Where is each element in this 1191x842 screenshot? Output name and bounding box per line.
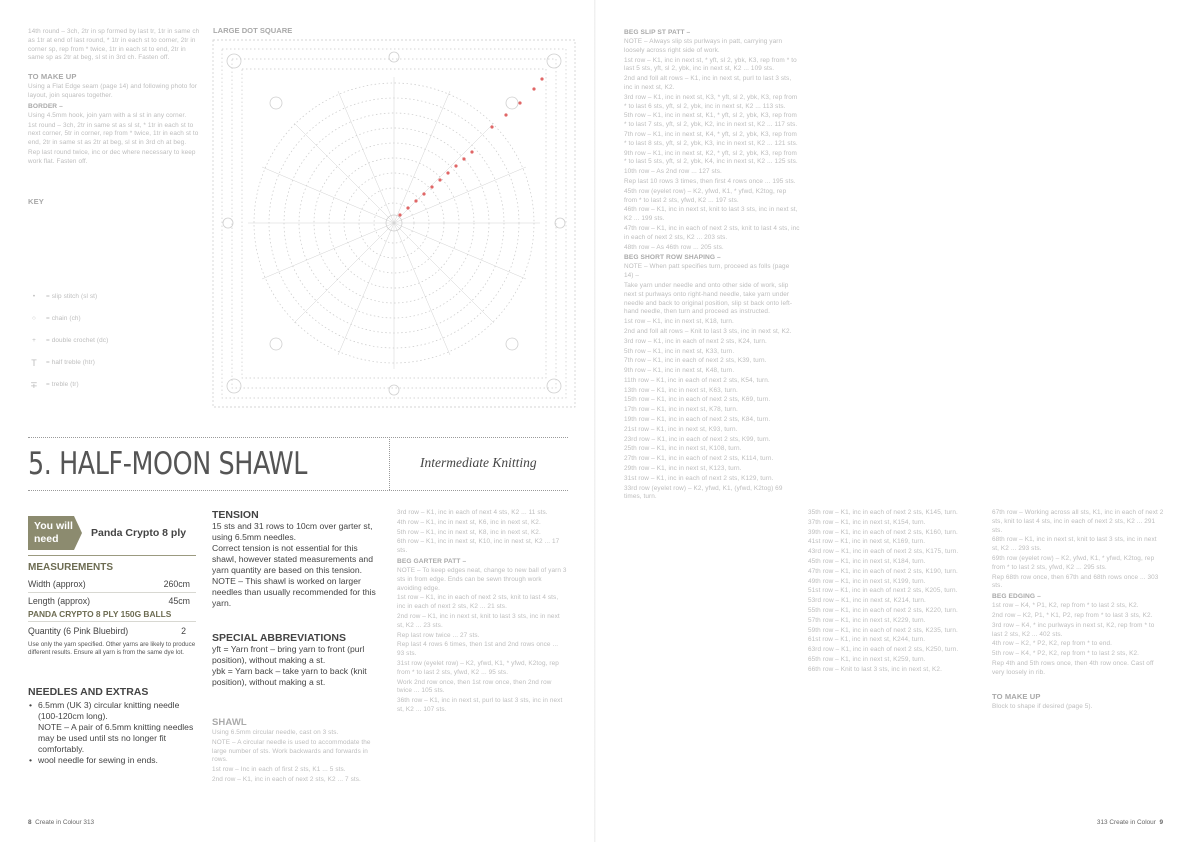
pattern-line: NOTE – To keep edges neat, change to new ball of yarn 3 sts in from edge. Ends can be sewn through work avoiding edge.	[397, 566, 567, 592]
pattern-line: 5th row – K1, inc in next st, K1, * yft, sl 2, ybk, K3, rep from * to last 7 sts, yft, sl 2, ybk, K2, inc in next st, K2 ... 117 sts.	[624, 112, 798, 129]
page-title: 5. HALF-MOON SHAWL	[28, 446, 308, 482]
short-row-heading: BEG SHORT ROW SHAPING –	[624, 254, 721, 262]
pattern-line: 5th row – K1, inc in next st, K8, inc in next st, K2.	[397, 528, 541, 536]
pattern-text-top-left	[28, 28, 200, 208]
shawl-instructions: SHAWL Using 6.5mm circular needle, cast on 3 sts. NOTE – A circular needle is used to accommodate the large number of sts. Work backwards and forwards in rows. 1st row – Inc in each of first 2 sts, K1 ... 5 sts. 2nd row – K1, inc in each of next 2 sts, K2 ... 7 sts.	[212, 718, 384, 786]
pattern-line: 2nd row – K2, P1, * K1, P2, rep from * to last 3 sts, K2.	[992, 611, 1153, 619]
footer-right	[1097, 819, 1163, 826]
pattern-line: 29th row – K1, inc in next st, K123, turn.	[624, 465, 742, 473]
needle-item: • wool needle for sewing in ends.	[28, 755, 200, 766]
pattern-line: 10th row – As 2nd row ... 127 sts.	[624, 168, 722, 176]
pattern-line: 13th row – K1, inc in next st, K63, turn.	[624, 386, 738, 394]
footer-publication: Create in Colour 313	[35, 819, 95, 826]
treble-symbol-icon: ∓	[30, 379, 38, 390]
pattern-line: 68th row – K1, inc in next st, knit to last 3 sts, inc in next st, K2 ... 293 sts.	[992, 536, 1157, 553]
measurements-heading: MEASUREMENTS	[28, 562, 114, 573]
pattern-line: 4th row – K2, * P2, K2, rep from * to end.	[992, 640, 1113, 648]
edging-heading: BEG EDGING –	[992, 593, 1041, 601]
pattern-line: 7th row – K1, inc in each of next 2 sts, K39, turn.	[624, 357, 767, 365]
pattern-line: NOTE – When patt specifies turn, proceed as folls (page 14) –	[624, 263, 790, 280]
skill-level: Intermediate Knitting	[420, 455, 537, 470]
make-up-heading: TO MAKE UP	[992, 691, 1041, 701]
garter-heading: BEG GARTER PATT –	[397, 557, 467, 565]
pattern-line: 15th row – K1, inc in each of next 2 sts, K69, turn.	[624, 396, 771, 404]
pattern-line: 51st row – K1, inc in each of next 2 sts, K205, turn.	[808, 587, 958, 595]
pattern-line: 59th row – K1, inc in each of next 2 sts, K235, turn.	[808, 626, 958, 634]
pattern-line: 9th row – K1, inc in next st, K2, * yft, sl 2, ybk, K3, rep from * to last 5 sts, yft, sl 2, ybk, K4, inc in next st, K2 ... 125 sts.	[624, 149, 798, 166]
crochet-chart-diagram	[210, 37, 578, 410]
right-page	[596, 0, 1191, 842]
pattern-line: 66th row – Knit to last 3 sts, inc in next st, K2.	[808, 665, 942, 673]
you-will-need-badge: You will need	[28, 516, 74, 550]
pattern-line: 39th row – K1, inc in each of next 2 sts, K160, turn.	[808, 528, 958, 536]
page-number: 8	[28, 819, 32, 826]
pattern-line: 3rd row – K4, * inc purlways in next st, K2, rep from * to last 2 sts, K2 ... 402 sts.	[992, 621, 1155, 638]
measurement-row-length: Length (approx) 45cm	[28, 596, 190, 606]
badge-arrow-icon	[74, 516, 82, 550]
border-heading: BORDER –	[28, 102, 63, 110]
pattern-line: 19th row – K1, inc in each of next 2 sts, K84, turn.	[624, 416, 771, 424]
page-number: 9	[1159, 819, 1163, 826]
shawl-heading: SHAWL	[212, 717, 247, 728]
pattern-line: 65th row – K1, inc in next st, K259, turn.	[808, 655, 926, 663]
pattern-line: 25th row – K1, inc in next st, K108, turn.	[624, 445, 742, 453]
pattern-line: 11th row – K1, inc in each of next 2 sts, K54, turn.	[624, 376, 770, 384]
pattern-line: 6th row – K1, inc in next st, K10, inc in next st, K2 ... 17 sts.	[397, 538, 560, 555]
slip-stitch-heading: BEG SLIP ST PATT –	[624, 29, 691, 36]
pattern-line: Rep last row twice ... 27 sts.	[397, 631, 480, 639]
section-divider-bottom	[28, 490, 568, 491]
needles-heading: NEEDLES AND EXTRAS	[28, 686, 149, 698]
pattern-line: 47th row – K1, inc in each of next 2 sts, knit to last 4 sts, inc in each of next 2 sts, K2 ... 203 sts.	[624, 224, 800, 241]
pattern-line: 45th row (eyelet row) – K2, yfwd, K1, * yfwd, K2tog, rep from * to last 2 sts, yfwd, K2 ... 197 sts.	[624, 187, 787, 204]
pattern-line: 67th row – Working across all sts, K1, inc in each of next 2 sts, knit to last 4 sts, inc in each of next 2 sts, K2 ... 291 sts.	[992, 509, 1164, 534]
make-up-heading: TO MAKE UP	[28, 72, 77, 82]
pattern-line: Work 2nd row once, then 1st row once, then 2nd row twice ... 105 sts.	[397, 678, 552, 695]
yarn-note: Use only the yarn specified. Other yarns are likely to produce different results. Ensure all yarn is from the same dye lot.	[28, 641, 196, 657]
pattern-line: 17th row – K1, inc in next st, K78, turn.	[624, 406, 738, 414]
key-item: T = half treble (htr)	[28, 352, 178, 374]
pattern-line: 9th row – K1, inc in next st, K48, turn.	[624, 367, 735, 375]
needles-list	[28, 700, 200, 766]
pattern-line: 1st row – K1, inc in next st, * yft, sl 2, ybk, K3, rep from * to last 5 sts, yft, sl 2, ybk, inc in next st, K2 ... 109 sts.	[624, 56, 797, 73]
border-text-2: 1st round – 3ch, 2tr in same st as sl st, * 1tr in each st to next corner, 5tr in corner, rep from * twice, 1tr in each st to end, 2tr in same st as 2tr at beg, sl st in 3rd ch at beg.	[28, 121, 199, 147]
pattern-line: Rep 4th and 5th rows once, then 4th row once. Cast off very loosely in rib.	[992, 659, 1154, 676]
key-item: ∓ = treble (tr)	[28, 374, 178, 396]
pattern-line: 41st row – K1, inc in next st, K169, turn.	[808, 538, 926, 546]
slip-stitch-symbol-icon: •	[32, 292, 36, 300]
pattern-line: 23rd row – K1, inc in each of next 2 sts, K99, turn.	[624, 435, 771, 443]
pattern-line: 48th row – As 46th row ... 205 sts.	[624, 243, 724, 251]
pattern-line: 7th row – K1, inc in next st, K4, * yft, sl 2, ybk, K3, rep from * to last 8 sts, yft, sl 2, ybk, K3, inc in next st, K2 ... 121 sts.	[624, 130, 798, 147]
chain-symbol-icon: ○	[32, 314, 36, 322]
pattern-line: 5th row – K1, inc in next st, K33, turn.	[624, 347, 735, 355]
section-divider-top	[28, 437, 568, 438]
pattern-line: Take yarn under needle and onto other side of work, slip next st purlways onto right-hand needle, take yarn under needle and back to original position, slip st back onto left-hand needle, then turn and proceed as instructed.	[624, 281, 793, 316]
border-text-3: Rep last round twice, inc or dec where necessary to keep work flat. Fasten off.	[28, 148, 196, 165]
measurement-row-width: Width (approx) 260cm	[28, 579, 190, 589]
key-item: • = slip stitch (sl st)	[28, 286, 178, 308]
pattern-column-right-2	[808, 509, 984, 676]
pattern-line: 2nd and foll alt rows – K1, inc in next st, purl to last 3 sts, inc in next st, K2.	[624, 75, 792, 91]
pattern-line: 35th row – K1, inc in each of next 2 sts, K145, turn.	[808, 509, 958, 516]
pattern-line: 63rd row – K1, inc in each of next 2 sts, K250, turn.	[808, 646, 959, 654]
pattern-line: 31st row (eyelet row) – K2, yfwd, K1, * yfwd, K2tog, rep from * to last 2 sts, yfwd, K2 ... 95 sts.	[397, 659, 559, 676]
pattern-line: 27th row – K1, inc in each of next 2 sts, K114, turn.	[624, 455, 774, 463]
footer-publication: 313 Create in Colour	[1096, 819, 1156, 826]
tension-text: 15 sts and 31 rows to 10cm over garter st, using 6.5mm needles. Correct tension is not essential for this shawl, however stated measurements and yarn quantity are based on this tension. NOTE – This shawl is worked on larger needles than usually recommended for this yarn.	[212, 521, 376, 608]
pattern-line: 61st row – K1, inc in next st, K244, turn.	[808, 636, 926, 644]
pattern-line: 21st row – K1, inc in next st, K93, turn.	[624, 425, 738, 433]
row-divider	[28, 621, 196, 622]
pattern-column-3	[397, 509, 567, 716]
abbreviations-text: yft = Yarn front – bring yarn to front (purl position), without making a st. ybk = Yarn back – take yarn to back (knit position), without making a st.	[212, 644, 367, 687]
pattern-line: 31st row – K1, inc in each of next 2 sts, K129, turn.	[624, 474, 774, 482]
pattern-line: NOTE – Always slip sts purlways in patt, carrying yarn loosely across right side of work.	[624, 38, 783, 54]
pattern-line: Rep last 10 rows 3 times, then first 4 rows once ... 195 sts.	[624, 177, 796, 185]
yarn-rule	[28, 555, 196, 556]
pattern-line: 53rd row – K1, inc in next st, K214, turn.	[808, 597, 926, 605]
round-14-text: 14th round – 3ch, 2tr in sp formed by last tr, 1tr in same ch as 1tr at end of last round, * 1tr in each st to corner, 2tr in corner sp, rep from * twice, 1tr in each st to end, 2tr in same sp as 2tr at beg, sl st in 3rd ch. Fasten off.	[28, 28, 200, 62]
border-text-1: Using 4.5mm hook, join yarn with a sl st in any corner.	[28, 111, 187, 119]
quantity-row: Quantity (6 Pink Bluebird) 2	[28, 626, 186, 636]
yarn-balls-heading: PANDA CRYPTO 8 PLY 150G BALLS	[28, 609, 172, 619]
pattern-line: 43rd row – K1, inc in each of next 2 sts, K175, turn.	[808, 548, 959, 556]
tension-heading: TENSION	[212, 509, 259, 521]
pattern-line: 3rd row – K1, inc in next st, K3, * yft, sl 2, ybk, K3, rep from * to last 6 sts, yft, sl 2, ybk, inc in next st, K2 ... 113 sts.	[624, 93, 798, 110]
key-heading: KEY	[28, 196, 44, 206]
pattern-column-right-3	[992, 509, 1164, 712]
pattern-line: 1st row – K4, * P1, K2, rep from * to last 2 sts, K2.	[992, 602, 1139, 610]
yarn-name: Panda Crypto 8 ply	[91, 527, 187, 539]
pattern-line: 45th row – K1, inc in next st, K184, turn.	[808, 557, 926, 565]
pattern-line: 55th row – K1, inc in each of next 2 sts, K220, turn.	[808, 606, 958, 614]
pattern-line: Rep last 4 rows 6 times, then 1st and 2nd rows once ... 93 sts.	[397, 641, 559, 658]
pattern-line: 46th row – K1, inc in next st, knit to last 3 sts, inc in next st, K2 ... 199 sts.	[624, 206, 798, 223]
needle-item: • 6.5mm (UK 3) circular knitting needle (100-120cm long).	[28, 700, 200, 722]
pattern-line: 37th row – K1, inc in next st, K154, turn.	[808, 518, 926, 526]
footer-left	[28, 819, 94, 826]
pattern-line: 3rd row – K1, inc in each of next 4 sts, K2 ... 11 sts.	[397, 509, 548, 516]
half-treble-symbol-icon: T	[31, 357, 37, 368]
pattern-line: 36th row – K1, inc in next st, purl to last 3 sts, inc in next st, K2 ... 107 sts.	[397, 697, 563, 713]
pattern-line: Rep 68th row once, then 67th and 68th rows once ... 303 sts.	[992, 573, 1159, 590]
row-divider	[28, 592, 196, 593]
key-item: ○ = chain (ch)	[28, 308, 178, 330]
pattern-line: 49th row – K1, inc in next st, K199, turn.	[808, 577, 926, 585]
make-up-text: Block to shape if desired (page 5).	[992, 702, 1093, 710]
pattern-line: 4th row – K1, inc in next st, K6, inc in next st, K2.	[397, 518, 541, 526]
pattern-line: 47th row – K1, inc in each of next 2 sts, K190, turn.	[808, 567, 958, 575]
pattern-line: 1st row – K1, inc in each of next 2 sts, knit to last 4 sts, inc in each of next 2 sts, K2 ... 21 sts.	[397, 594, 559, 611]
chart-key	[28, 286, 178, 396]
pattern-line: 1st row – K1, inc in next st, K18, turn.	[624, 318, 734, 326]
pattern-line: 5th row – K4, * P2, K2, rep from * to last 2 sts, K2.	[992, 650, 1140, 658]
pattern-line: 33rd row (eyelet row) – K2, yfwd, K1, (yfwd, K2tog) 69 times, turn.	[624, 484, 783, 501]
pattern-column-right-1	[624, 28, 800, 503]
chart-title: LARGE DOT SQUARE	[213, 26, 293, 35]
pattern-line: 2nd and foll alt rows – Knit to last 3 sts, inc in next st, K2.	[624, 327, 792, 335]
needle-note: NOTE – A pair of 6.5mm knitting needles may be used until sts no longer fit comfortably.	[38, 722, 194, 754]
pattern-line: 3rd row – K1, inc in each of next 2 sts, K24, turn.	[624, 337, 767, 345]
title-divider	[389, 437, 390, 490]
pattern-line: 2nd row – K1, inc in next st, knit to last 3 sts, inc in next st, K2 ... 23 sts.	[397, 612, 560, 629]
double-crochet-symbol-icon: +	[32, 336, 36, 344]
key-item: + = double crochet (dc)	[28, 330, 178, 352]
pattern-line: 69th row (eyelet row) – K2, yfwd, K1, * yfwd, K2tog, rep from * to last 2 sts, yfwd, K2 ... 295 sts.	[992, 554, 1155, 571]
make-up-text: Using a Flat Edge seam (page 14) and following photo for layout, join squares together.	[28, 83, 198, 99]
abbreviations-heading: SPECIAL ABBREVIATIONS	[212, 632, 346, 644]
pattern-line: 57th row – K1, inc in next st, K229, turn.	[808, 616, 926, 624]
